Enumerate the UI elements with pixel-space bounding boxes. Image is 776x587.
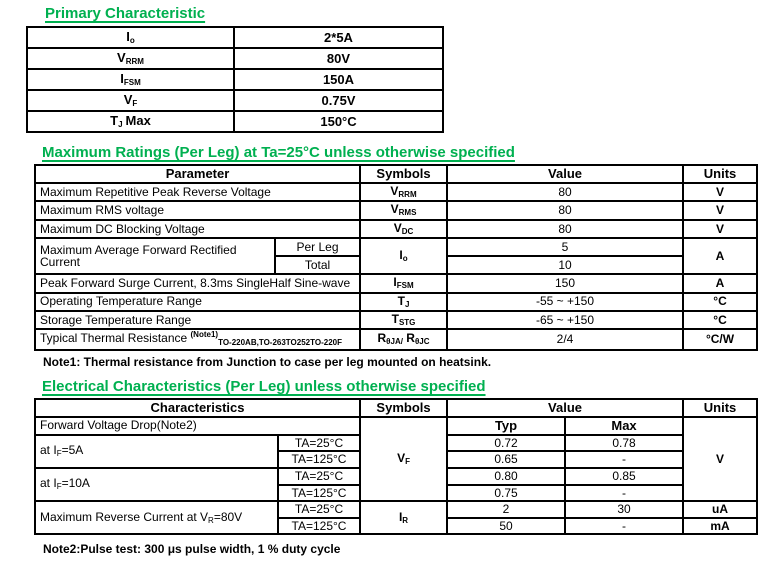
symbol-sub: F [132,98,138,108]
parameter-cell: Storage Temperature Range [35,311,360,329]
units-cell: V [683,201,757,219]
package-list: TO-220AB,TO-263TO252TO-220F [218,338,342,348]
symbol-sub: F [405,456,410,466]
units-cell: V [683,220,757,238]
note1-text: Note1: Thermal resistance from Junction to case per leg mounted on heatsink. [43,354,492,369]
characteristic-cell [35,435,278,468]
value-cell: -55 ~ +150 [447,293,683,311]
symbol-base: I [399,247,403,262]
symbol-sub: R [402,515,409,525]
symbol-base: V [390,202,399,217]
note2-text: Note2:Pulse test: 300 μs pulse width, 1 % duty cycle [43,542,341,557]
characteristic-sub: F [56,449,62,459]
symbol-base: T [391,311,399,326]
table-row [27,111,443,132]
table-row [35,201,757,219]
per-leg-cell: Per Leg [275,238,360,256]
symbol-sub: STG [398,317,416,327]
value-cell: 2*5A [234,27,443,48]
typ-value-cell: 0.72 [447,435,565,452]
symbol-sub: θJA/ [386,337,403,347]
parameter-cell: Maximum Repetitive Peak Reverse Voltage [35,183,360,201]
parameter-cell: Maximum Average Forward Rectified Current [35,238,275,274]
condition-cell: TA=125°C [278,485,360,502]
units-cell: mA [683,518,757,535]
value-cell: -65 ~ +150 [447,311,683,329]
table-row [27,69,443,90]
symbol-cell [27,27,234,48]
condition-cell: TA=25°C [278,435,360,452]
table-row [35,417,757,435]
characteristic-rest: =5A [61,443,84,458]
symbol-cell [360,274,447,292]
primary-characteristic-table [26,26,444,133]
units-cell: A [683,274,757,292]
value-cell: 150°C [234,111,443,132]
col-header-value: Value [447,165,683,183]
symbol-cell [360,201,447,219]
total-cell: Total [275,256,360,274]
symbol-cell [27,111,234,132]
symbol-cell [360,417,447,501]
characteristic-cell: Forward Voltage Drop(Note2) [35,417,360,435]
symbol-base: V [390,184,399,198]
col-header-parameter: Parameter [35,165,360,183]
symbol-sub: FSM [123,77,141,87]
col-header-units: Units [683,165,757,183]
table-row [35,274,757,292]
typ-value-cell: 2 [447,501,565,518]
col-header-units: Units [683,399,757,417]
symbol-cell [360,238,447,274]
max-value-cell: - [565,485,683,502]
symbol-sub: FSM [396,281,414,291]
units-cell: uA [683,501,757,518]
condition-cell: TA=25°C [278,501,360,518]
condition-cell: TA=125°C [278,518,360,535]
symbol-base: R [377,331,387,346]
characteristic-rest: =80V [213,509,243,524]
symbol-sub: J [404,299,410,309]
maximum-ratings-heading: Maximum Ratings (Per Leg) at Ta=25°C unless otherwise specified [42,144,515,161]
parameter-text: Typical Thermal Resistance [40,331,191,346]
col-header-symbols: Symbols [360,165,447,183]
symbol-base: V [397,450,406,465]
max-value-cell: 30 [565,501,683,518]
typ-value-cell: 0.75 [447,485,565,502]
characteristic-cell [35,501,278,534]
typ-value-cell: 0.80 [447,468,565,485]
value-cell: 80 [447,183,683,201]
table-row [35,238,757,256]
table-row [35,501,757,518]
parameter-cell: Peak Forward Surge Current, 8.3ms SingleHalf Sine-wave [35,274,360,292]
symbol-sub: J [118,119,123,129]
characteristic-cell [35,468,278,501]
table-row [27,48,443,69]
value-cell: 150A [234,69,443,90]
table-row [35,311,757,329]
value-cell: 80V [234,48,443,69]
table-header-row [35,399,757,417]
symbol-base: R [406,331,415,346]
condition-cell: TA=25°C [278,468,360,485]
symbol-sub: DC [401,226,414,236]
typ-value-cell: 50 [447,518,565,535]
col-header-max: Max [565,417,683,435]
symbol-base: V [393,220,402,235]
value-cell: 10 [447,256,683,274]
table-row [27,90,443,111]
characteristic-sub: R [208,515,214,525]
maximum-ratings-table [34,164,758,351]
max-value-cell: 0.85 [565,468,683,485]
table-row [35,220,757,238]
symbol-rest: Max [125,112,151,128]
value-cell: 80 [447,220,683,238]
symbol-sub: RMS [398,208,417,218]
value-cell: 150 [447,274,683,292]
value-cell: 80 [447,201,683,219]
typ-value-cell: 0.65 [447,451,565,468]
units-cell: °C [683,311,757,329]
characteristic-rest: =10A [61,476,90,491]
characteristic-sub: F [56,482,62,492]
table-row [35,293,757,311]
symbol-base: T [397,293,405,308]
symbol-base: I [398,509,403,524]
table-row [35,183,757,201]
symbol-base: T [110,112,119,128]
symbol-base: I [120,70,124,86]
col-header-value: Value [447,399,683,417]
max-value-cell: 0.78 [565,435,683,452]
condition-cell: TA=125°C [278,451,360,468]
symbol-sub: RRM [398,190,417,199]
symbol-cell [360,293,447,311]
electrical-characteristics-table [34,398,758,536]
symbol-base: V [123,91,133,107]
max-value-cell: - [565,451,683,468]
units-cell: °C [683,293,757,311]
col-header-characteristics: Characteristics [35,399,360,417]
symbol-sub: o [129,35,135,45]
table-header-row [35,165,757,183]
symbol-cell [27,48,234,69]
units-cell: °C/W [683,329,757,349]
symbol-cell [27,90,234,111]
note-superscript: (Note1) [190,330,219,340]
units-cell: V [683,183,757,201]
symbol-sub: o [402,253,408,263]
symbol-cell [360,220,447,238]
parameter-cell: Operating Temperature Range [35,293,360,311]
symbol-base: I [126,28,130,44]
parameter-cell: Maximum DC Blocking Voltage [35,220,360,238]
symbol-cell [360,183,447,201]
value-cell: 0.75V [234,90,443,111]
symbol-cell [360,329,447,349]
parameter-cell: Maximum RMS voltage [35,201,360,219]
col-header-symbols: Symbols [360,399,447,417]
symbol-base: V [117,49,126,65]
symbol-base: I [393,275,397,290]
value-cell: 2/4 [447,329,683,349]
electrical-characteristics-heading: Electrical Characteristics (Per Leg) unless otherwise specified [42,377,486,395]
characteristic-text: Maximum Reverse Current at V [40,509,209,524]
symbol-cell [360,501,447,534]
symbol-sub: RRM [125,56,144,66]
max-value-cell: - [565,518,683,535]
units-cell: V [683,417,757,501]
parameter-cell [35,329,360,349]
characteristic-text: at I [40,443,57,458]
symbol-sub: θJC [414,337,430,347]
units-cell: A [683,238,757,274]
table-row [35,329,757,349]
value-cell: 5 [447,238,683,256]
primary-characteristic-heading: Primary Characteristic [45,5,206,22]
symbol-cell [360,311,447,329]
table-row [27,27,443,48]
col-header-typ: Typ [447,417,565,435]
symbol-cell [27,69,234,90]
characteristic-text: at I [40,476,57,491]
